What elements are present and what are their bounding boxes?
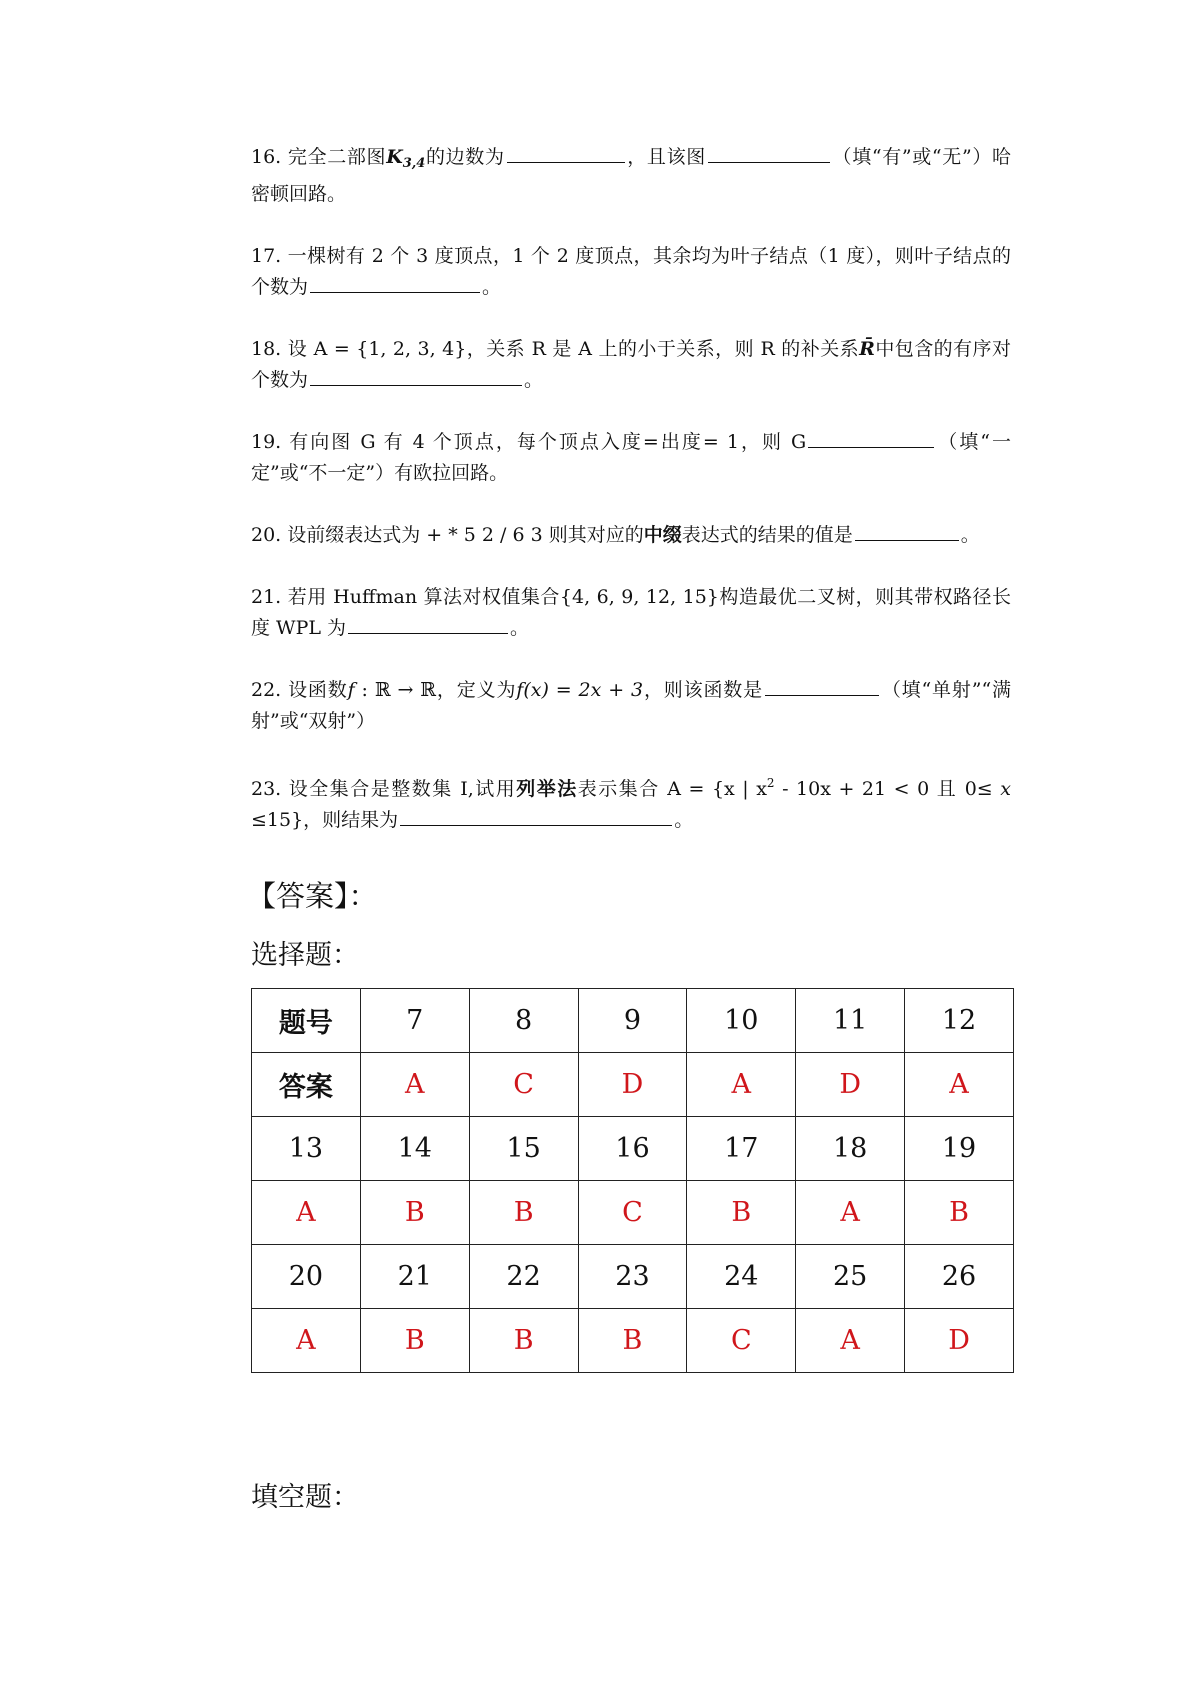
- table-cell: 7: [360, 989, 469, 1053]
- table-cell: C: [578, 1181, 687, 1245]
- fill-section-title: 填空题：: [251, 1482, 359, 1513]
- math-k-subscript: 3,4: [402, 156, 426, 171]
- question-21: 21. 若用 Huffman 算法对权值集合{4, 6, 9, 12, 15}构造最优二叉树，则其带权路径长度 WPL 为 。: [251, 586, 1011, 639]
- answer-blank[interactable]: [310, 365, 522, 386]
- table-cell: 14: [360, 1117, 469, 1181]
- question-18: 18. 设 A = {1, 2, 3, 4}，关系 R 是 A 上的小于关系，则 R 的补关系R̄中包含的有序对个数为 。: [251, 338, 1011, 391]
- question-20: 20. 设前缀表达式为 + * 5 2 / 6 3 则其对应的中缀表达式的结果的值是 。: [251, 520, 1011, 551]
- table-cell: 8: [469, 989, 578, 1053]
- table-cell: A: [252, 1309, 361, 1373]
- table-cell: B: [687, 1181, 796, 1245]
- table-cell: 20: [252, 1245, 361, 1309]
- table-cell: A: [687, 1053, 796, 1117]
- answer-section-title: 【答案】：: [247, 879, 378, 913]
- table-row: [252, 1181, 1014, 1245]
- answer-blank[interactable]: [400, 805, 672, 826]
- math-k: K: [386, 146, 403, 168]
- table-row: [252, 1117, 1014, 1181]
- table-cell: C: [469, 1053, 578, 1117]
- table-cell: A: [252, 1181, 361, 1245]
- answer-blank[interactable]: [708, 142, 830, 163]
- table-cell: A: [905, 1053, 1014, 1117]
- table-cell: 23: [578, 1245, 687, 1309]
- question-22: 22. 设函数f : ℝ → ℝ，定义为f(x) = 2x + 3，则该函数是 （填“单射”“满射”或“双射”）: [251, 675, 1011, 737]
- table-cell: 15: [469, 1117, 578, 1181]
- table-cell: B: [469, 1181, 578, 1245]
- answer-table: [251, 988, 1014, 1373]
- table-cell: B: [360, 1181, 469, 1245]
- table-header-cell: 题号: [252, 989, 361, 1053]
- table-row: [252, 1245, 1014, 1309]
- table-cell: 19: [905, 1117, 1014, 1181]
- question-16: 16. 完全二部图$K_{3,4}$的边数为 ，且该图 （填“有”或“无”）哈密顿回路。: [251, 142, 1011, 210]
- table-cell: 17: [687, 1117, 796, 1181]
- table-cell: D: [905, 1309, 1014, 1373]
- table-cell: 13: [252, 1117, 361, 1181]
- table-cell: A: [796, 1181, 905, 1245]
- table-row: [252, 1053, 1014, 1117]
- table-cell: B: [360, 1309, 469, 1373]
- answer-blank[interactable]: [348, 613, 508, 634]
- math-r-bar: R̄: [859, 338, 875, 360]
- table-cell: 24: [687, 1245, 796, 1309]
- table-cell: A: [796, 1309, 905, 1373]
- table-cell: B: [905, 1181, 1014, 1245]
- question-23: 23. 设全集合是整数集 I,试用列举法表示集合 A = {x | $x^2 - 10x + 21 < 0$ 且 0≤ x ≤15}，则结果为 。: [251, 776, 1011, 831]
- table-row: [252, 1309, 1014, 1373]
- table-cell: 10: [687, 989, 796, 1053]
- table-cell: D: [796, 1053, 905, 1117]
- table-row: [252, 989, 1014, 1053]
- table-cell: 16: [578, 1117, 687, 1181]
- answer-blank[interactable]: [808, 427, 934, 448]
- table-cell: A: [360, 1053, 469, 1117]
- table-header-cell: 答案: [252, 1053, 361, 1117]
- table-cell: 18: [796, 1117, 905, 1181]
- choice-section-title: 选择题：: [251, 940, 359, 971]
- table-cell: C: [687, 1309, 796, 1373]
- question-19: 19. 有向图 G 有 4 个顶点，每个顶点入度=出度= 1，则 G （填“一定”或“不一定”）有欧拉回路。: [251, 427, 1011, 489]
- table-cell: 12: [905, 989, 1014, 1053]
- table-cell: B: [469, 1309, 578, 1373]
- answer-blank[interactable]: [507, 142, 625, 163]
- table-cell: 22: [469, 1245, 578, 1309]
- table-cell: 26: [905, 1245, 1014, 1309]
- answer-blank[interactable]: [310, 272, 480, 293]
- table-cell: D: [578, 1053, 687, 1117]
- table-cell: 9: [578, 989, 687, 1053]
- answer-blank[interactable]: [855, 520, 959, 541]
- table-cell: 11: [796, 989, 905, 1053]
- question-17: 17. 一棵树有 2 个 3 度顶点，1 个 2 度顶点，其余均为叶子结点（1 度），则叶子结点的个数为 。: [251, 245, 1011, 298]
- document-page: [247, 142, 1012, 1373]
- table-cell: 21: [360, 1245, 469, 1309]
- answer-blank[interactable]: [765, 675, 879, 696]
- table-cell: B: [578, 1309, 687, 1373]
- table-cell: 25: [796, 1245, 905, 1309]
